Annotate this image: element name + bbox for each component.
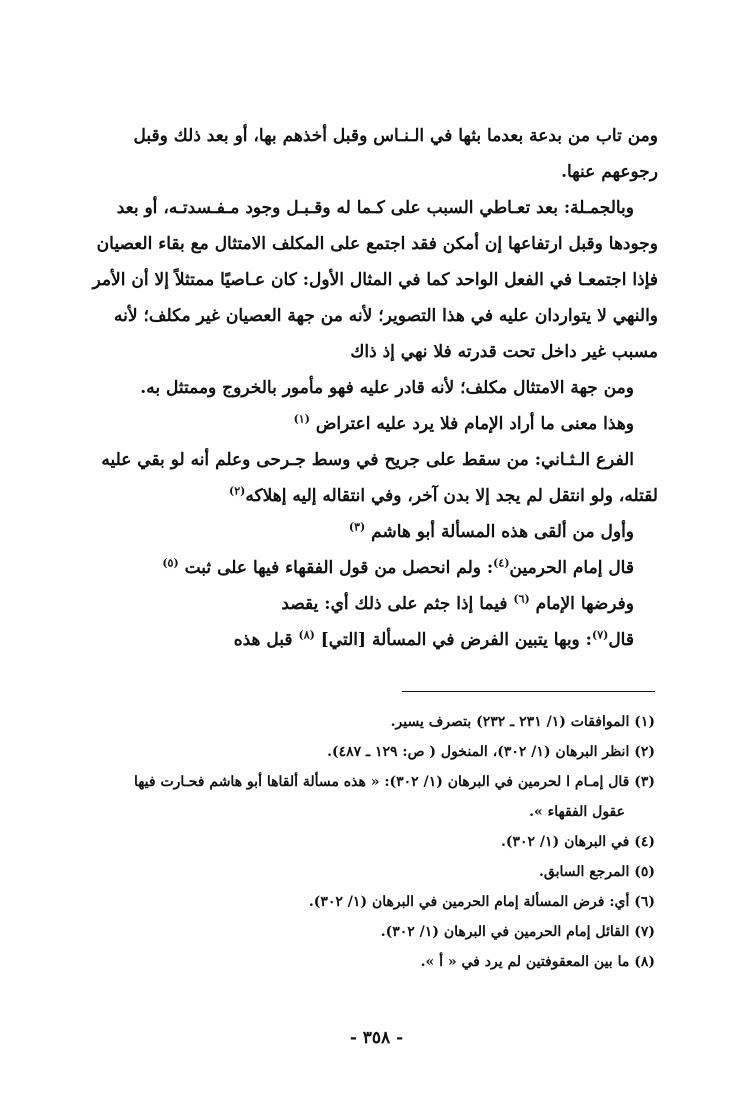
text-line-13-start: قال إمام الحرمين [509,558,634,578]
footnote-4: (٤) في البرهان (١/ ٣٠٢). [500,834,655,850]
text-line-12 [44,514,658,550]
text-line-7: مسبب غير داخل تحت قدرته فلا نهي إذ ذاك [350,342,658,362]
footnote-ref-5[interactable]: (٥) [162,556,179,570]
main-text [44,118,658,658]
text-line-15-mid: : وبها يتبين الفرض في المسألة [التي] [320,630,592,650]
text-line-15 [44,622,658,658]
text-line-6: والنهي لا يتواردان عليه في هذا التصوير؛ لأنه من جهة العصيان غير مكلف؛ لأنه [114,306,658,326]
footnote-7: (٧) القائل إمام الحرمين في البرهان (١/ ٣٠٢). [380,924,655,940]
text-line-13-end: : ولم انحصل من قول الفقهاء فيها على ثبت [184,558,494,578]
text-line-2: رجوعهم عنها. [561,162,658,182]
footnote-ref-1[interactable]: (١) [293,412,310,426]
footnote-6: (٦) أي: فرض المسألة إمام الحرمين في البرهان (١/ ٣٠٢). [308,894,655,910]
text-line-15-end: قبل هذه [233,630,293,650]
footnote-ref-4[interactable]: (٤) [493,556,510,570]
footnote-3: (٣) قال إمـام ا لحرمين في البرهان (١/ ٣٠٢): « هذه مسألة ألقاها أبو هاشم فحـارت فيها [133,774,655,790]
footnote-1: (١) الموافقات (١/ ٢٣١ ـ ٢٣٢) بتصرف يسير. [390,714,655,730]
text-line-1: ومن تاب من بدعة بعدما بثها في الـنـاس وقبل أخذهم بها، أو بعد ذلك وقبل [133,126,658,146]
footnote-ref-6[interactable]: (٦) [513,592,530,606]
text-line-9-content: وهذا معنى ما أراد الإمام فلا يرد عليه اعتراض [315,414,634,434]
footnote-separator [402,691,655,692]
text-line-9 [44,406,658,442]
page-number: - ٣٥٨ - [349,1028,404,1048]
text-line-3: وبالجمـلة: بعد تعـاطي السبب على كـما له وقـبـل وجود مـفـسدتـه، أو بعد [116,198,634,218]
text-line-8: ومن جهة الامتثال مكلف؛ لأنه قادر عليه فهو مأمور بالخروج وممتثل به. [140,378,634,398]
text-line-12-content: وأول من ألقى هذه المسألة أبو هاشم [371,522,634,542]
text-line-14-end: فيما إذا جثم على ذلك أي: يقصد [281,594,508,614]
footnote-ref-3[interactable]: (٣) [348,520,366,534]
footnote-5: (٥) المرجع السابق. [539,864,655,880]
footnote-8: (٨) ما بين المعقوفتين لم يرد في « أ ». [420,954,655,970]
text-line-15-start: قال [608,630,634,650]
footnote-ref-8[interactable]: (٨) [298,628,315,642]
footnotes [40,707,655,977]
text-line-14 [44,586,658,622]
text-line-5: فإذا اجتمعـا في الفعل الواحد كما في المثال الأول: كان عـاصيًا ممتثلاً إلا أن الأمر [92,270,658,290]
footnote-ref-7[interactable]: (٧) [591,628,609,642]
text-line-14-start: وفرضها الإمام [535,594,634,614]
text-line-11 [44,478,658,514]
footnote-3-continuation: عقول الفقهاء ». [529,804,625,820]
text-line-4: وجودها وقبل ارتفاعها إن أمكن فقد اجتمع على المكلف الامتثال مع بقاء العصيان [96,234,658,254]
text-line-13 [44,550,658,586]
footnote-ref-2[interactable]: (٢) [229,484,246,498]
text-line-10: الفرع الـثـاني: من سقط على جريح في وسط جـرحى وعلم أنه لو بقي عليه [101,450,634,470]
footnote-2: (٢) انظر البرهان (١/ ٣٠٢)، المنخول ( ص: ١٢٩ ـ ٤٨٧). [327,744,655,760]
text-line-11-content: لقتله، ولو انتقل لم يجد إلا بدن آخر، وفي انتقاله إليه إهلاكه [245,486,658,506]
